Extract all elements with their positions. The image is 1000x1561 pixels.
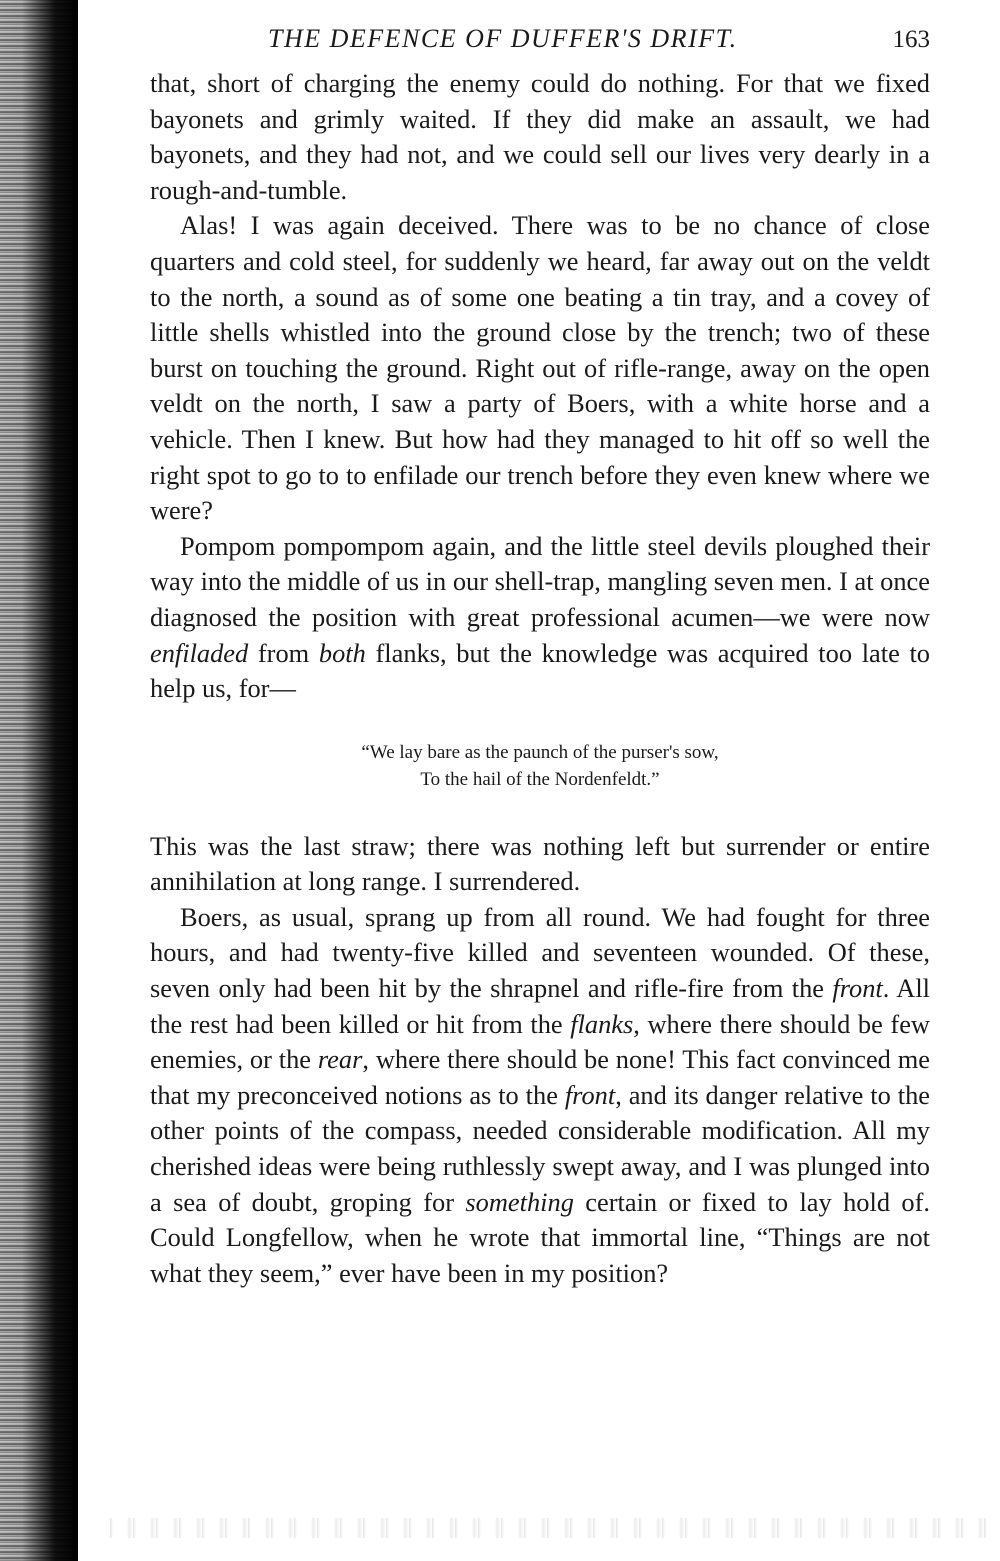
emphasis-flanks: flanks [570,1008,634,1039]
paragraph-5-text-b: . All the rest had been killed or hit from the [150,973,930,1039]
paragraph-5-text-d: , where there should be none! This fact convinced me that my preconceived notions as to the [150,1044,930,1110]
paragraph-5-text-f: certain or fixed to lay hold of. Could Longfellow, when he wrote that immortal line, “Things are not what they seem,” ever have been in my position? [150,1186,930,1288]
running-header [150,18,930,66]
emphasis-rear: rear [317,1044,363,1075]
verse-line-1: “We lay bare as the paunch of the purser's sow, [361,741,719,763]
paragraph-3-text-a: Pompom pompompom again, and the little steel devils ploughed their way into the middle of us in our shell-trap, mangling seven men. I at once diagnosed the position with great professional acumen—we were now [150,530,930,632]
paragraph-5-text-a: Boers, as usual, sprang up from all round. We had fought for three hours, and had twenty-five killed and seventeen wounded. Of these, seven only had been hit by the shrapnel and rifle-fire from the [150,901,930,1004]
paragraph-3-text-c: flanks, but the knowledge was acquired too late to help us, for— [150,637,931,704]
binding-edge-shadow [0,0,78,1561]
scan-noise [110,1518,990,1538]
paragraph-2: Alas! I was again deceived. There was to be no chance of close quarters and cold steel, for suddenly we heard, far away out on the veldt to the north, a sound as of some one beating a tin tray, and a covey of little shells whistled into the ground close by the trench; two of these burst on touching the ground. Right out of rifle-range, away on the open veldt on the north, I saw a party of Boers, with a white horse and a vehicle. Then I knew. But how had they managed to hit off so well the right spot to go to to enfilade our trench before they even knew where we were? [150,210,930,526]
paragraph-5-text-e: , and its danger relative to the other points of the compass, needed considerable modification. All my cherished ideas were being ruthlessly swept away, and I was plunged into a sea of doubt, groping for [150,1079,930,1217]
paragraph-4: This was the last straw; there was nothing left but surrender or entire annihilation at long range. I surrendered. [150,830,930,897]
emphasis-something: something [465,1186,574,1217]
page-number: 163 [892,26,930,53]
emphasis-front-2: front [564,1079,616,1110]
paragraph-5 [150,900,930,1292]
emphasis-enfiladed: enfiladed [150,637,249,668]
verse-quotation [150,739,930,793]
paragraph-3 [150,529,930,707]
paragraph-3-text-b: from [248,637,319,668]
book-page [150,18,930,1291]
paragraph-5-text-c: , where there should be few enemies, or the [150,1008,930,1075]
running-title: THE DEFENCE OF DUFFER'S DRIFT. [268,24,738,53]
verse-line-2: To the hail of the Nordenfeldt.” [420,768,660,790]
emphasis-front: front [832,973,883,1004]
paragraph-1: that, short of charging the enemy could do nothing. For that we fixed bayonets and grimly waited. If they did make an assault, we had bayonets, and they had not, and we could sell our lives very dearly in a rough-and-tumble. [150,68,930,205]
emphasis-both: both [318,637,366,668]
